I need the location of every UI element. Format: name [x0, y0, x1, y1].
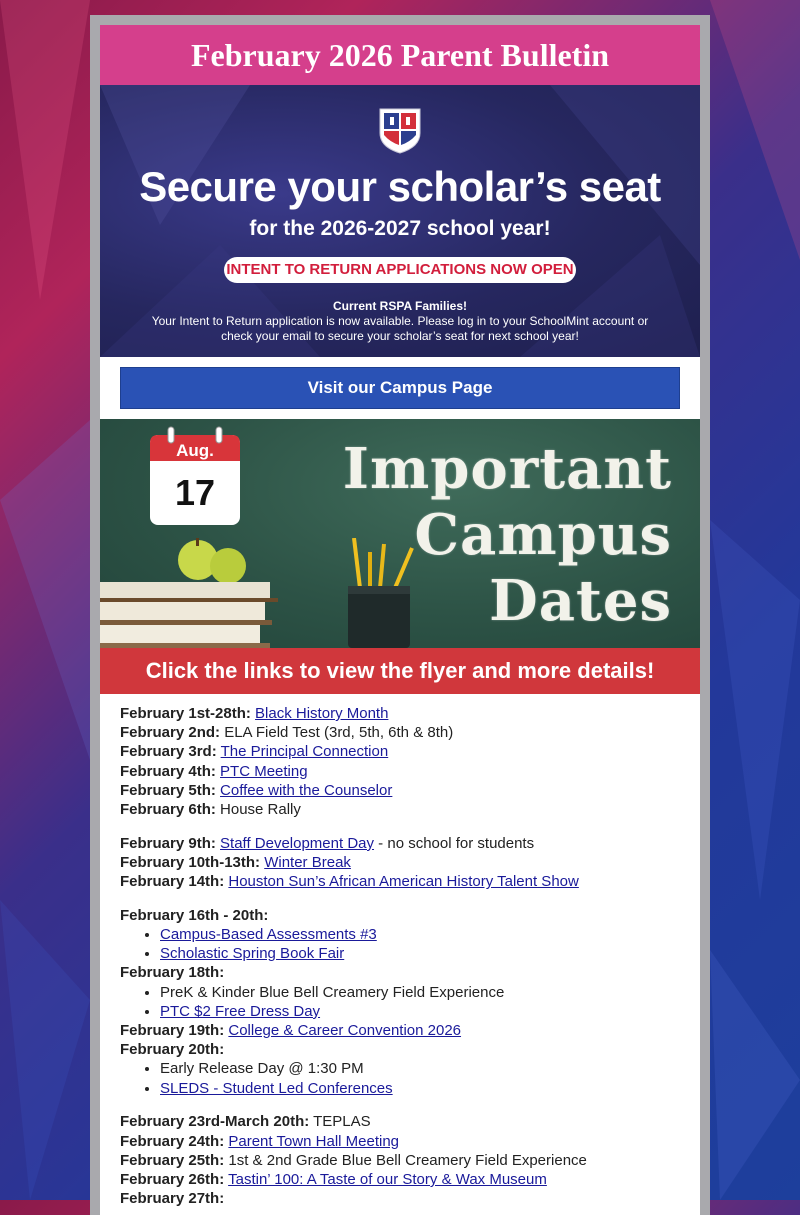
events-list — [100, 694, 700, 1208]
event-link[interactable]: Winter Break — [264, 853, 351, 871]
event-date: February 16th - 20th: — [120, 906, 269, 924]
hero-message — [124, 314, 676, 344]
event-text: ELA Field Test (3rd, 5th, 6th & 8th) — [220, 724, 454, 742]
newsletter-frame — [90, 15, 710, 1215]
event-row — [120, 1021, 680, 1040]
event-link[interactable]: Tastin’ 100: A Taste of our Story & Wax Museum — [228, 1170, 547, 1188]
event-link[interactable]: College & Career Convention 2026 — [228, 1022, 462, 1040]
event-row — [120, 1040, 680, 1059]
event-row — [120, 762, 680, 781]
hero-message-line: Your Intent to Return application is now available. Please log in to your SchoolMint account or — [151, 314, 649, 328]
event-row — [120, 1189, 680, 1208]
event-row — [120, 742, 680, 761]
event-text: 1st & 2nd Grade Blue Bell Creamery Field Experience — [224, 1151, 587, 1169]
event-text: Early Release Day @ 1:30 PM — [160, 1060, 364, 1078]
event-row — [120, 1132, 680, 1151]
event-text: House Rally — [215, 801, 301, 819]
event-date: February 10th-13th: — [120, 853, 261, 871]
visit-campus-page-button[interactable]: Visit our Campus Page — [120, 367, 680, 409]
event-link[interactable]: Houston Sun’s African American History Talent Show — [228, 873, 579, 891]
calendar-day: 17 — [174, 472, 216, 513]
applications-open-badge: INTENT TO RETURN APPLICATIONS NOW OPEN — [224, 257, 576, 283]
dates-title-line: Campus — [414, 502, 672, 568]
event-link[interactable]: PTC $2 Free Dress Day — [160, 1002, 321, 1020]
dates-title-line: Dates — [489, 568, 672, 634]
event-link[interactable]: The Principal Connection — [220, 743, 389, 761]
event-row — [120, 1170, 680, 1189]
newsletter-body — [100, 25, 700, 1215]
spacer — [120, 891, 680, 906]
event-link[interactable]: Coffee with the Counselor — [220, 781, 393, 799]
hero-title: Secure your scholar’s seat — [139, 163, 661, 210]
event-date: February 3rd: — [120, 743, 217, 761]
list-item — [160, 1079, 680, 1098]
cta-container — [100, 357, 700, 419]
event-link[interactable]: Campus-Based Assessments #3 — [160, 926, 377, 944]
intent-to-return-banner[interactable] — [100, 85, 700, 357]
spacer — [120, 819, 680, 834]
event-date: February 2nd: — [120, 724, 221, 742]
event-link[interactable]: SLEDS - Student Led Conferences — [160, 1079, 393, 1097]
families-label: Current RSPA Families! — [332, 299, 468, 313]
event-sublist — [120, 925, 680, 963]
event-date: February 27th: — [120, 1190, 225, 1208]
event-date: February 25th: — [120, 1151, 225, 1169]
event-row — [120, 963, 680, 982]
page-title: February 2026 Parent Bulletin — [190, 36, 610, 73]
important-dates-banner — [100, 419, 700, 648]
event-date: February 14th: — [120, 873, 225, 891]
event-date: February 20th: — [120, 1041, 225, 1059]
event-row — [120, 800, 680, 819]
event-link[interactable]: PTC Meeting — [220, 762, 308, 780]
event-link[interactable]: Scholastic Spring Book Fair — [160, 945, 345, 963]
event-sublist — [120, 983, 680, 1021]
list-item — [160, 983, 680, 1002]
event-text: TEPLAS — [309, 1113, 371, 1131]
list-item — [160, 925, 680, 944]
event-date: February 23rd-March 20th: — [120, 1113, 310, 1131]
calendar-month: Aug. — [176, 441, 214, 460]
event-link[interactable]: Staff Development Day — [220, 834, 375, 852]
event-row — [120, 1112, 680, 1131]
event-date: February 18th: — [120, 964, 225, 982]
event-date: February 24th: — [120, 1132, 225, 1150]
event-link[interactable]: Black History Month — [255, 705, 389, 722]
list-item — [160, 944, 680, 963]
event-text: PreK & Kinder Blue Bell Creamery Field Experience — [160, 983, 505, 1001]
event-text: - no school for students — [374, 834, 535, 852]
bulletin-header — [100, 25, 700, 85]
event-date: February 26th: — [120, 1170, 225, 1188]
flyer-note: Click the links to view the flyer and more details! — [100, 648, 700, 694]
event-date: February 5th: — [120, 781, 216, 799]
event-row — [120, 853, 680, 872]
event-link[interactable]: Parent Town Hall Meeting — [228, 1132, 400, 1150]
event-date: February 19th: — [120, 1022, 225, 1040]
event-date: February 6th: — [120, 801, 216, 819]
event-row — [120, 781, 680, 800]
school-crest-icon — [376, 105, 424, 155]
event-row — [120, 834, 680, 853]
event-row — [120, 1151, 680, 1170]
event-row — [120, 704, 680, 723]
hero-subtitle: for the 2026-2027 school year! — [249, 217, 551, 240]
list-item — [160, 1002, 680, 1021]
books-apples-illustration — [100, 538, 300, 648]
event-date: February 4th: — [120, 762, 216, 780]
calendar-icon — [146, 425, 246, 529]
event-row — [120, 872, 680, 891]
event-row — [120, 906, 680, 925]
event-row — [120, 723, 680, 742]
event-sublist — [120, 1059, 680, 1097]
list-item — [160, 1059, 680, 1078]
event-date: February 1st-28th: — [120, 705, 251, 722]
event-date: February 9th: — [120, 834, 216, 852]
hero-message-line: check your email to secure your scholar’s seat for next school year! — [221, 329, 579, 343]
spacer — [120, 1098, 680, 1113]
dates-title-line: Important — [342, 436, 672, 502]
